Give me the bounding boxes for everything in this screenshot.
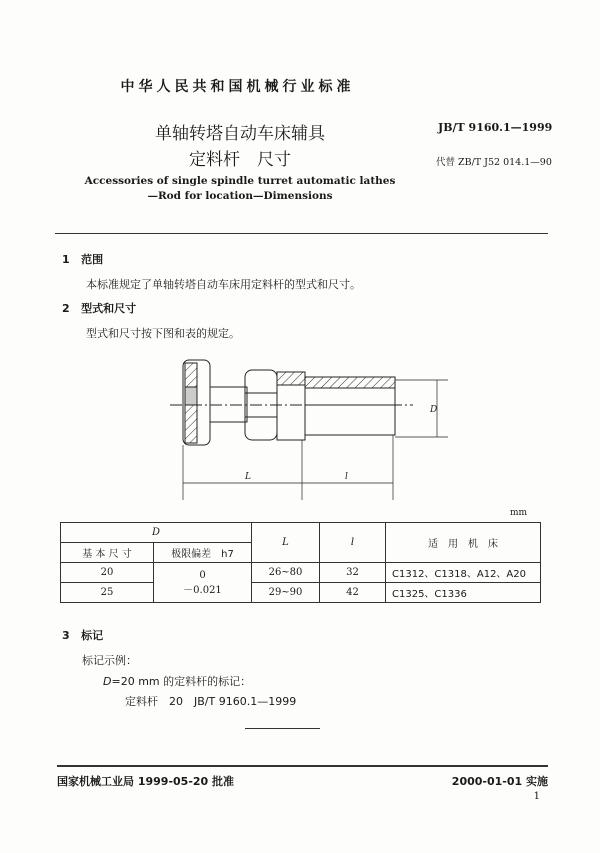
- cell-L: 26~80: [252, 563, 320, 583]
- header-D: D: [61, 523, 252, 543]
- header-basic-size: 基 本 尺 寸: [61, 543, 154, 563]
- title-cn-line1: 单轴转塔自动车床辅具: [155, 124, 325, 144]
- section-number: 3: [62, 629, 70, 642]
- dimension-lines: [183, 380, 448, 500]
- cell-l: 32: [320, 563, 386, 583]
- rod-body: [277, 372, 395, 440]
- example-label: 标记示例：: [82, 654, 137, 667]
- tol-lower: －0.021: [183, 584, 222, 596]
- tol-upper: 0: [199, 569, 206, 581]
- label-l: l: [345, 472, 348, 482]
- knob: [183, 360, 210, 445]
- table-row: [61, 563, 541, 583]
- header-divider: [55, 233, 548, 234]
- dimensions-table: [60, 522, 541, 603]
- section-title: 型式和尺寸: [81, 302, 137, 315]
- table-row: [61, 583, 541, 603]
- example-description: [103, 673, 251, 689]
- cell-D: 25: [61, 583, 154, 603]
- implementation-date: 2000-01-01 实施: [451, 775, 548, 788]
- section-1-body: 本标准规定了单轴转塔自动车床用定料杆的型式和尺寸。: [86, 278, 361, 291]
- section-1-heading: [62, 251, 103, 267]
- approval-info: 国家机械工业局 1999-05-20 批准: [57, 775, 235, 788]
- variable-D: D: [103, 675, 112, 688]
- section-title: 范围: [81, 253, 104, 266]
- cell-machine: C1325、C1336: [386, 583, 541, 603]
- section-2-body: 型式和尺寸按下图和表的规定。: [86, 327, 240, 340]
- title-cn-line2: 定料杆 尺寸: [189, 150, 291, 170]
- header-tolerance: 极限偏差 h7: [154, 543, 252, 563]
- section-3-heading: [62, 627, 103, 643]
- title-en-line1: Accessories of single spindle turret automatic lathes: [84, 175, 396, 187]
- cell-machine: C1312、C1318、A12、A20: [386, 563, 541, 583]
- rod-drawing: [150, 355, 450, 505]
- end-line: [245, 728, 320, 729]
- cell-tolerance: [154, 563, 252, 603]
- org-standard-heading: 中华人民共和国机械行业标准: [120, 79, 355, 95]
- replaces-standard: 代替 ZB/T J52 014.1—90: [436, 157, 552, 168]
- unit-label: mm: [510, 508, 528, 518]
- standard-number: JB/T 9160.1—1999: [438, 121, 553, 134]
- header-machine: 适 用 机 床: [386, 523, 541, 563]
- section-number: 2: [62, 302, 70, 315]
- cell-L: 29~90: [252, 583, 320, 603]
- label-L: L: [245, 472, 251, 482]
- header-L: L: [252, 523, 320, 563]
- example-desc-text: =20 mm 的定料杆的标记：: [111, 675, 252, 688]
- section-title: 标记: [81, 629, 104, 642]
- section-number: 1: [62, 253, 70, 266]
- section-2-heading: [62, 300, 136, 316]
- header-l: l: [320, 523, 386, 563]
- title-en-line2: —Rod for location—Dimensions: [147, 190, 333, 202]
- example-mark: 定料杆 20 JB/T 9160.1—1999: [125, 695, 297, 708]
- cell-D: 20: [61, 563, 154, 583]
- label-D: D: [430, 405, 438, 415]
- cell-l: 42: [320, 583, 386, 603]
- footer-divider: [57, 765, 548, 767]
- page-number: 1: [533, 791, 540, 802]
